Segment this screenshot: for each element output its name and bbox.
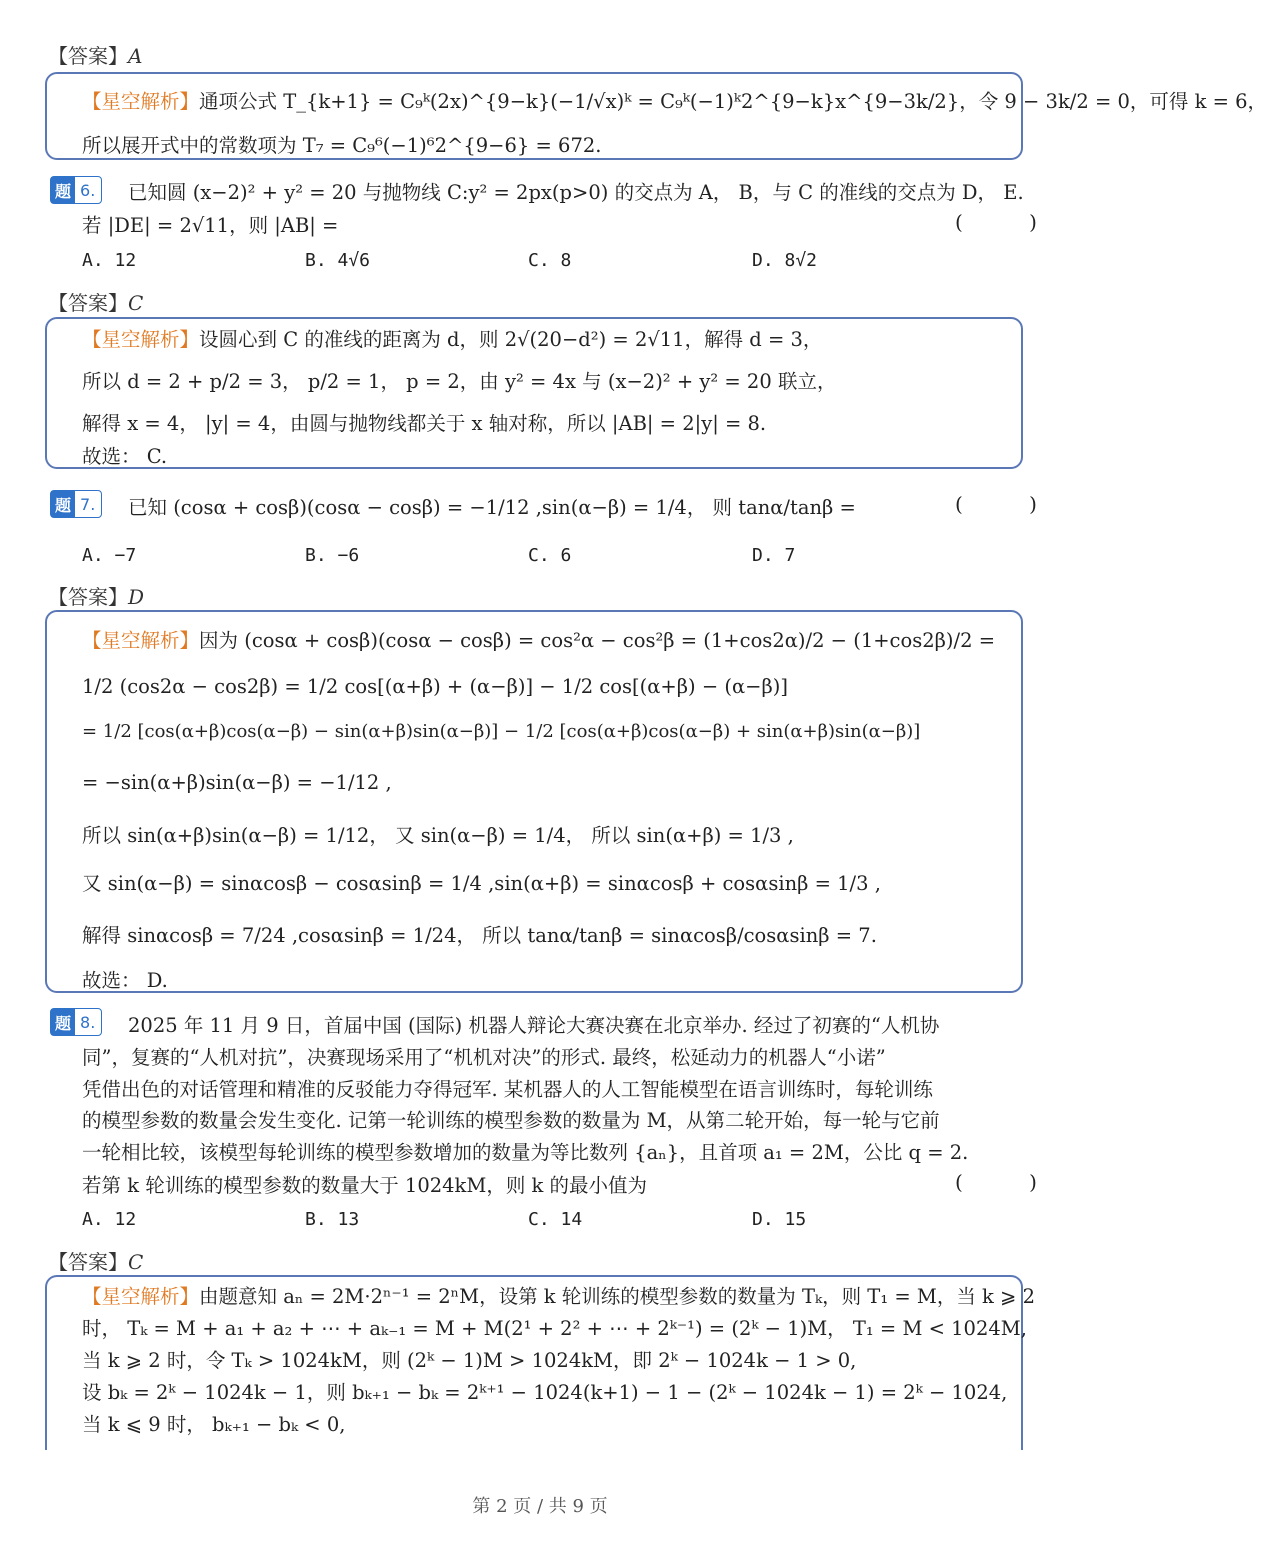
q7-answer: 【答案】D: [48, 585, 145, 609]
q7-stem-line: 已知 (cosα + cosβ)(cosα − cosβ) = −1/12 ,sin(α−β) = 1/4， 则 tanα/tanβ =: [128, 496, 856, 519]
q6-option-d: D. 8√2: [752, 250, 818, 271]
q5-analysis-line: 【星空解析】通项公式 T_{k+1} = C₉ᵏ(2x)^{9−k}(−1/√x)ᵏ = C₉ᵏ(−1)ᵏ2^{9−k}x^{9−3k/2}，令 9 − 3k/2 = 0，可得 k = 6，: [82, 90, 1267, 113]
q8-stem-line: 一轮相比较，该模型每轮训练的模型参数增加的数量为等比数列 {aₙ}，且首项 a₁ = 2M，公比 q = 2.: [82, 1141, 969, 1164]
q7-option-a: A. −7: [82, 545, 137, 566]
q8-option-b: B. 13: [305, 1209, 360, 1230]
q6-badge: 题 6.: [50, 176, 102, 204]
q6-analysis-line: 故选： C.: [82, 445, 168, 468]
q6-analysis-line: 解得 x = 4， |y| = 4，由圆与抛物线都关于 x 轴对称，所以 |AB| = 2|y| = 8.: [82, 412, 767, 435]
q7-option-c: C. 6: [528, 545, 572, 566]
q7-answer-blank: ( ): [955, 492, 1067, 516]
q8-analysis-line: 当 k ⩾ 2 时，令 Tₖ > 1024kM，则 (2ᵏ − 1)M > 1024kM，即 2ᵏ − 1024k − 1 > 0,: [82, 1349, 857, 1372]
q7-analysis-line: 故选： D.: [82, 969, 168, 992]
q8-analysis-line: 设 bₖ = 2ᵏ − 1024k − 1，则 bₖ₊₁ − bₖ = 2ᵏ⁺¹ − 1024(k+1) − 1 − (2ᵏ − 1024k − 1) = 2ᵏ − 1024,: [82, 1381, 1008, 1404]
q8-option-d: D. 15: [752, 1209, 807, 1230]
q7-analysis-line: 解得 sinαcosβ = 7/24 ,cosαsinβ = 1/24， 所以 tanα/tanβ = sinαcosβ/cosαsinβ = 7.: [82, 924, 877, 947]
q7-badge: 题 7.: [50, 490, 102, 518]
q8-analysis-line: 当 k ⩽ 9 时， bₖ₊₁ − bₖ < 0,: [82, 1413, 346, 1436]
q8-stem-line: 同”，复赛的“人机对抗”，决赛现场采用了“机机对决”的形式. 最终，松延动力的机器人“小诺”: [82, 1046, 886, 1069]
q6-answer-blank: ( ): [955, 210, 1067, 234]
q5-answer: 【答案】A: [48, 44, 143, 68]
q8-answer-blank: ( ): [955, 1170, 1067, 1194]
q8-analysis-line: 时， Tₖ = M + a₁ + a₂ + ⋯ + aₖ₋₁ = M + M(2¹ + 2² + ⋯ + 2ᵏ⁻¹) = (2ᵏ − 1)M， T₁ = M < 1024M,: [82, 1317, 1027, 1340]
q7-analysis-line: = −sin(α+β)sin(α−β) = −1/12 ,: [82, 771, 392, 794]
q6-option-a: A. 12: [82, 250, 137, 271]
q6-stem-line: 若 |DE| = 2√11，则 |AB| =: [82, 214, 339, 237]
q8-answer: 【答案】C: [48, 1250, 144, 1274]
page-number: 第 2 页 / 共 9 页: [472, 1496, 608, 1517]
q6-analysis-line: 所以 d = 2 + p/2 = 3， p/2 = 1， p = 2，由 y² = 4x 与 (x−2)² + y² = 20 联立，: [82, 370, 837, 393]
q8-stem-line: 的模型参数的数量会发生变化. 记第一轮训练的模型参数的数量为 M，从第二轮开始，每一轮与它前: [82, 1109, 940, 1132]
q6-option-c: C. 8: [528, 250, 572, 271]
q8-stem-line: 2025 年 11 月 9 日，首届中国 (国际) 机器人辩论大赛决赛在北京举办. 经过了初赛的“人机协: [128, 1014, 940, 1037]
q8-option-a: A. 12: [82, 1209, 137, 1230]
q7-analysis-line: 所以 sin(α+β)sin(α−β) = 1/12， 又 sin(α−β) = 1/4， 所以 sin(α+β) = 1/3 ,: [82, 824, 794, 847]
q7-option-b: B. −6: [305, 545, 360, 566]
q6-answer: 【答案】C: [48, 291, 144, 315]
q8-analysis-line: 【星空解析】由题意知 aₙ = 2M·2ⁿ⁻¹ = 2ⁿM，设第 k 轮训练的模型参数的数量为 Tₖ，则 T₁ = M，当 k ⩾ 2: [82, 1285, 1035, 1308]
q7-analysis-line: = 1/2 [cos(α+β)cos(α−β) − sin(α+β)sin(α−β)] − 1/2 [cos(α+β)cos(α−β) + sin(α+β)sin(α−β)]: [82, 721, 921, 742]
q8-stem-line: 若第 k 轮训练的模型参数的数量大于 1024kM，则 k 的最小值为: [82, 1174, 648, 1197]
q7-option-d: D. 7: [752, 545, 796, 566]
q8-stem-line: 凭借出色的对话管理和精准的反驳能力夺得冠军. 某机器人的人工智能模型在语言训练时，每轮训练: [82, 1078, 933, 1101]
q6-analysis-line: 【星空解析】设圆心到 C 的准线的距离为 d，则 2√(20−d²) = 2√11，解得 d = 3，: [82, 328, 823, 351]
q6-stem-line: 已知圆 (x−2)² + y² = 20 与抛物线 C:y² = 2px(p>0) 的交点为 A， B，与 C 的准线的交点为 D， E.: [128, 181, 1024, 204]
q6-option-b: B. 4√6: [305, 250, 371, 271]
q7-analysis-line: 又 sin(α−β) = sinαcosβ − cosαsinβ = 1/4 ,sin(α+β) = sinαcosβ + cosαsinβ = 1/3 ,: [82, 872, 881, 895]
q5-analysis-line: 所以展开式中的常数项为 T₇ = C₉⁶(−1)⁶2^{9−6} = 672.: [82, 134, 602, 157]
q7-analysis-line: 1/2 (cos2α − cos2β) = 1/2 cos[(α+β) + (α−β)] − 1/2 cos[(α+β) − (α−β)]: [82, 675, 788, 698]
q8-option-c: C. 14: [528, 1209, 583, 1230]
q8-badge: 题 8.: [50, 1008, 102, 1036]
q7-analysis-line: 【星空解析】因为 (cosα + cosβ)(cosα − cosβ) = cos²α − cos²β = (1+cos2α)/2 − (1+cos2β)/2 =: [82, 629, 996, 652]
